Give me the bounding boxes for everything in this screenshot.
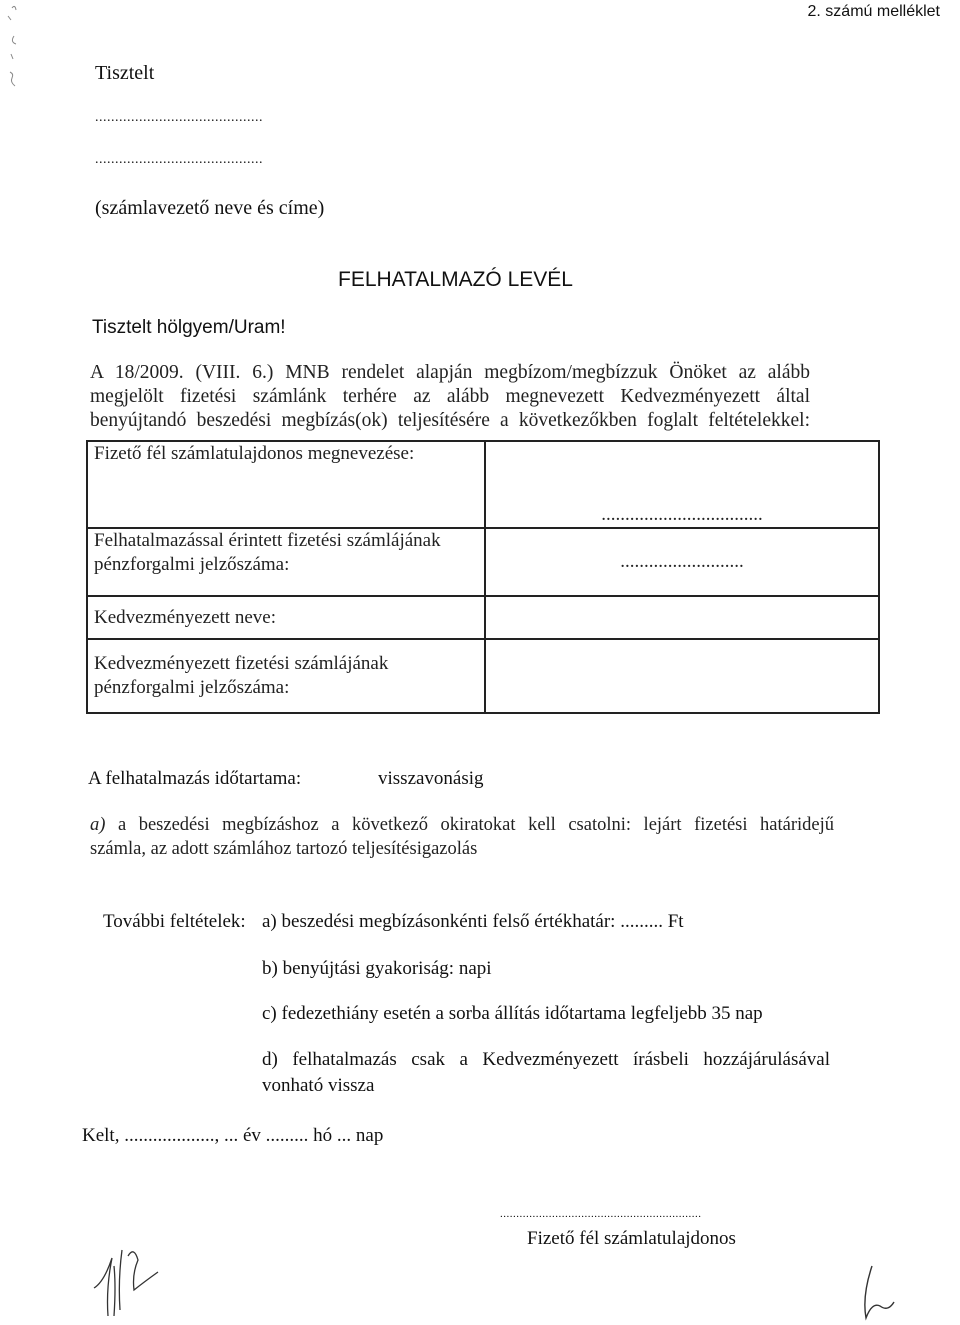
condition-a: a) beszedési megbízásonkénti felső értékhatár: ......... Ft: [262, 911, 684, 932]
condition-c: c) fedezethiány esetén a sorba állítás időtartama legfeljebb 35 nap: [262, 1003, 763, 1024]
duration-label: A felhatalmazás időtartama:: [88, 768, 302, 789]
form-row: [87, 441, 879, 528]
intro-paragraph: [90, 361, 810, 433]
handwritten-initial-graphic: [860, 1262, 910, 1322]
form-label: Kedvezményezett fizetési számlájának pénzforgalmi jelzőszáma:: [87, 639, 485, 713]
clause-a: [90, 813, 834, 861]
further-conditions-label: További feltételek:: [103, 911, 246, 932]
intro-line: benyújtandó beszedési megbízás(ok) teljesítésére a következőkben foglalt feltételekkel:: [90, 410, 810, 431]
form-value[interactable]: [485, 596, 879, 639]
authorization-form-table: [86, 440, 880, 714]
margin-scribble-graphic: [2, 2, 24, 94]
salutation-top: Tisztelt: [95, 62, 155, 84]
annex-label: 2. számú melléklet: [807, 3, 940, 20]
intro-line: A 18/2009. (VIII. 6.) MNB rendelet alapján megbízom/megbízzuk Önöket az alább: [90, 362, 810, 383]
form-value[interactable]: ..........................: [485, 528, 879, 596]
form-label: Felhatalmazással érintett fizetési számlájának pénzforgalmi jelzőszáma:: [87, 528, 485, 596]
form-value[interactable]: ..................................: [485, 441, 879, 528]
address-dots-1: ..........................................: [95, 110, 263, 125]
signature-dots: ..............................................................: [500, 1208, 702, 1220]
handwritten-signature-graphic: [92, 1240, 172, 1320]
document-title: FELHATALMAZÓ LEVÉL: [338, 268, 573, 291]
greeting: Tisztelt hölgyem/Uram!: [92, 317, 286, 338]
date-line: Kelt, ..................., ... év ......... hó ... nap: [82, 1125, 384, 1146]
form-label: Kedvezményezett neve:: [87, 596, 485, 639]
intro-line: megjelölt fizetési számlánk terhére az alább megnevezett Kedvezményezett által: [90, 386, 810, 407]
address-dots-2: ..........................................: [95, 152, 263, 167]
clause-a-prefix: a): [90, 815, 106, 835]
clause-a-line: a beszedési megbízáshoz a következő okiratokat kell csatolni: lejárt fizetési határidejű: [117, 815, 835, 835]
form-value[interactable]: [485, 639, 879, 713]
form-row: [87, 639, 879, 713]
condition-b: b) benyújtási gyakoriság: napi: [262, 958, 492, 979]
bank-caption: (számlavezető neve és címe): [95, 197, 325, 219]
clause-a-line: számla, az adott számlához tartozó teljesítésigazolás: [90, 839, 478, 859]
form-row: [87, 528, 879, 596]
condition-d-continued: vonható vissza: [262, 1075, 375, 1096]
form-row: [87, 596, 879, 639]
signature-caption: Fizető fél számlatulajdonos: [527, 1228, 736, 1249]
duration-value: visszavonásig: [378, 768, 484, 789]
condition-d: d) felhatalmazás csak a Kedvezményezett írásbeli hozzájárulásával: [262, 1049, 830, 1070]
form-label: Fizető fél számlatulajdonos megnevezése:: [87, 441, 485, 528]
